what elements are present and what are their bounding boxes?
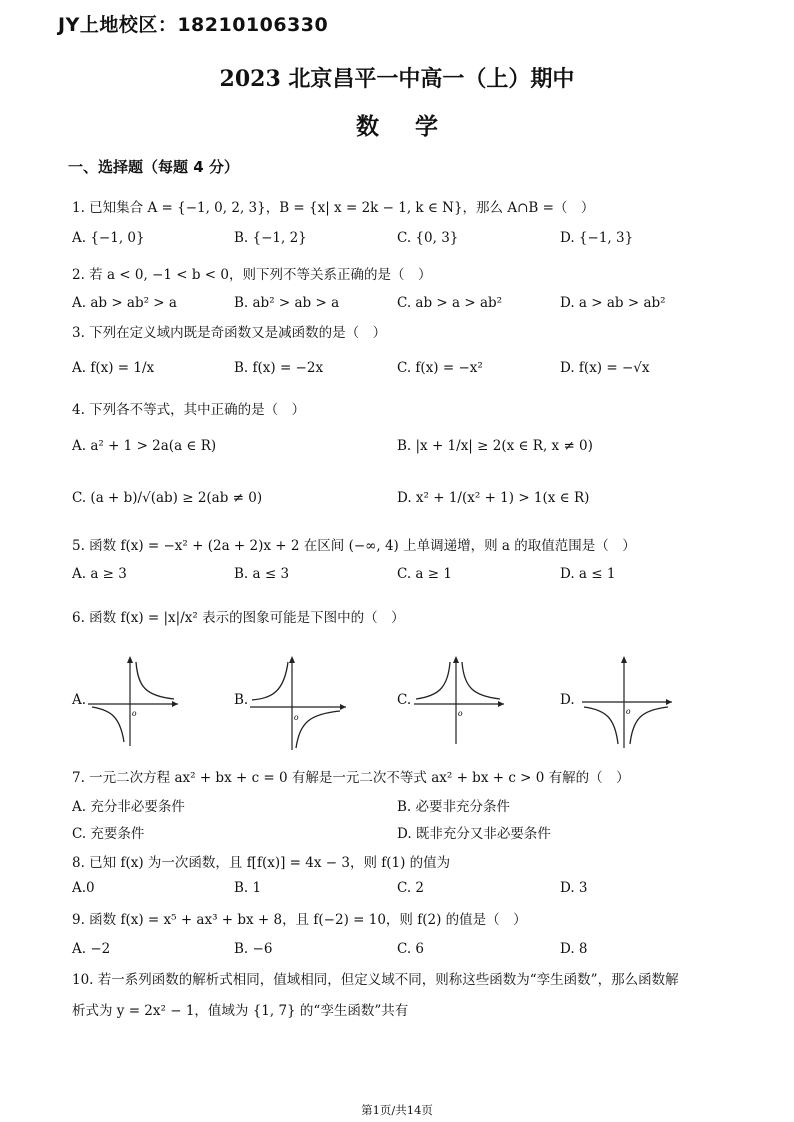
graph-d [580, 652, 674, 750]
q3-option-b: B. f(x) = −2x [234, 360, 324, 376]
question-9: 9. 函数 f(x) = x⁵ + ax³ + bx + 8，且 f(−2) = 10，则 f(2) 的值是（ ） [72, 912, 527, 928]
q5-option-a: A. a ≥ 3 [72, 566, 127, 582]
q1-option-d: D. {−1, 3} [560, 230, 634, 246]
q9-option-d: D. 8 [560, 941, 588, 957]
q1-option-b: B. {−1, 2} [234, 230, 307, 246]
graph-d-origin: o [626, 706, 631, 716]
contact-line: JY上地校区：18210106330 [58, 14, 329, 36]
graph-a [86, 652, 180, 748]
question-8: 8. 已知 f(x) 为一次函数，且 f[f(x)] = 4x − 3，则 f(1) 的值为 [72, 855, 451, 871]
graph-a-origin: o [132, 708, 137, 718]
exam-title: 2023 北京昌平一中高一（上）期中 [219, 66, 575, 92]
q7-option-a: A. 充分非必要条件 [72, 799, 185, 815]
question-5: 5. 函数 f(x) = −x² + (2a + 2)x + 2 在区间 (−∞, 4) 上单调递增，则 a 的取值范围是（ ） [72, 538, 636, 554]
question-2: 2. 若 a < 0, −1 < b < 0，则下列不等关系正确的是（ ） [72, 267, 432, 283]
q6-option-a: A. [72, 692, 87, 708]
page-number: 第1页/共14页 [361, 1103, 433, 1117]
q4-option-b: B. |x + 1/x| ≥ 2(x ∈ R, x ≠ 0) [397, 438, 593, 454]
question-3: 3. 下列在定义域内既是奇函数又是减函数的是（ ） [72, 325, 387, 341]
subject-title: 数学 [356, 113, 474, 140]
q3-option-c: C. f(x) = −x² [397, 360, 483, 376]
question-10: 10. 若一系列函数的解析式相同，值域相同，但定义域不同，则称这些函数为“孪生函数”，那么函数解 [72, 972, 679, 988]
section-heading: 一、选择题（每题 4 分） [68, 158, 239, 176]
graph-c-origin: o [458, 708, 463, 718]
q4-option-c: C. (a + b)/√(ab) ≥ 2(ab ≠ 0) [72, 490, 263, 506]
q5-option-c: C. a ≥ 1 [397, 566, 452, 582]
graph-b [248, 652, 348, 752]
q6-option-d: D. [560, 692, 575, 708]
question-1: 1. 已知集合 A = {−1, 0, 2, 3}，B = {x| x = 2k − 1, k ∈ N}，那么 A∩B =（ ） [72, 200, 595, 216]
q5-option-b: B. a ≤ 3 [234, 566, 290, 582]
q2-option-b: B. ab² > ab > a [234, 295, 340, 311]
q8-option-d: D. 3 [560, 880, 588, 896]
q2-option-d: D. a > ab > ab² [560, 295, 666, 311]
q1-option-a: A. {−1, 0} [72, 230, 145, 246]
question-6: 6. 函数 f(x) = |x|/x² 表示的图象可能是下图中的（ ） [72, 610, 405, 626]
q6-option-c: C. [397, 692, 412, 708]
graph-b-origin: o [294, 712, 299, 722]
question-7: 7. 一元二次方程 ax² + bx + c = 0 有解是一元二次不等式 ax² + bx + c > 0 有解的（ ） [72, 770, 630, 786]
q4-option-a: A. a² + 1 > 2a(a ∈ R) [72, 438, 217, 454]
q8-option-a: A.0 [72, 880, 95, 896]
q4-option-d: D. x² + 1/(x² + 1) > 1(x ∈ R) [397, 490, 590, 506]
q6-option-b: B. [234, 692, 249, 708]
q9-option-c: C. 6 [397, 941, 425, 957]
q3-option-d: D. f(x) = −√x [560, 360, 650, 376]
q8-option-c: C. 2 [397, 880, 425, 896]
q8-option-b: B. 1 [234, 880, 262, 896]
question-10-line2: 析式为 y = 2x² − 1，值域为 {1, 7} 的“孪生函数”共有 [72, 1003, 409, 1019]
q2-option-a: A. ab > ab² > a [72, 295, 177, 311]
q2-option-c: C. ab > a > ab² [397, 295, 503, 311]
question-4: 4. 下列各不等式，其中正确的是（ ） [72, 402, 306, 418]
q7-option-c: C. 充要条件 [72, 826, 145, 842]
q5-option-d: D. a ≤ 1 [560, 566, 616, 582]
q7-option-b: B. 必要非充分条件 [397, 799, 511, 815]
q1-option-c: C. {0, 3} [397, 230, 459, 246]
q9-option-b: B. −6 [234, 941, 273, 957]
q9-option-a: A. −2 [72, 941, 111, 957]
q3-option-a: A. f(x) = 1/x [72, 360, 155, 376]
graph-c [412, 652, 506, 746]
q7-option-d: D. 既非充分又非必要条件 [397, 826, 551, 842]
